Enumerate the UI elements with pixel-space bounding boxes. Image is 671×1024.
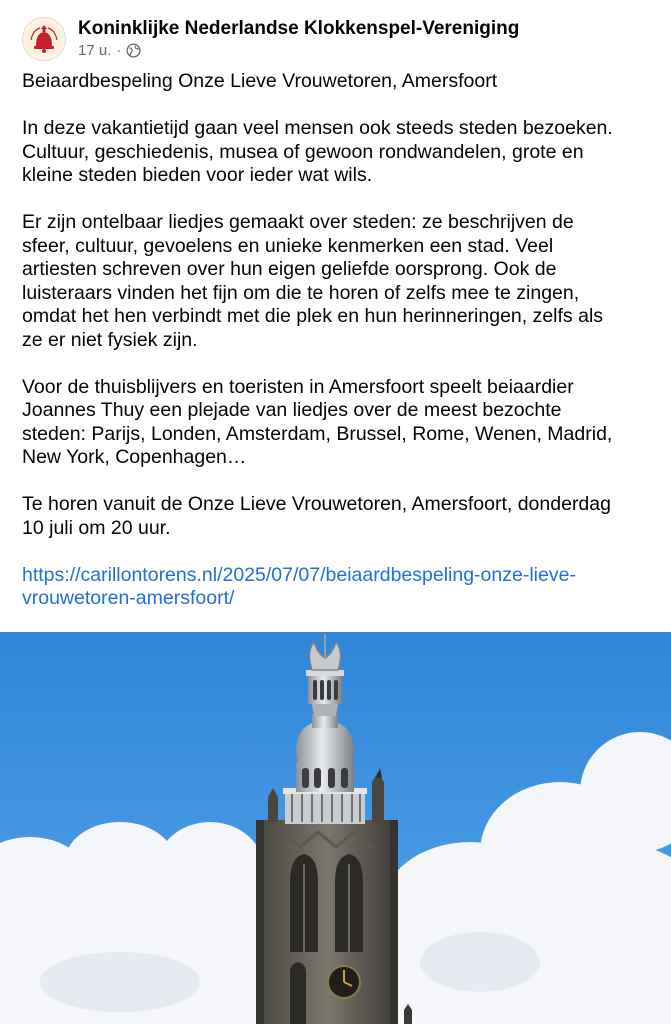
post-timestamp[interactable]: 17 u. [78, 42, 112, 59]
post-paragraph: In deze vakantietijd gaan veel mensen ook steeds steden bezoeken. Cultuur, geschiedenis, musea of gewoon rondwandelen, grote en kleine steden bieden voor ieder wat wils. [22, 117, 613, 186]
carillon-bell-logo-icon [23, 18, 65, 60]
post-link[interactable]: https://carillontorens.nl/2025/07/07/beiaardbespeling-onze-lieve- vrouwetoren-amersfoort/ [22, 563, 576, 609]
post-text [22, 70, 662, 634]
post-paragraph: Te horen vanuit de Onze Lieve Vrouwetoren, Amersfoort, donderdag 10 juli om 20 uur. [22, 493, 611, 539]
globe-icon[interactable] [126, 43, 141, 58]
post-paragraph: Er zijn ontelbaar liedjes gemaakt over steden: ze beschrijven de sfeer, cultuur, gevoelens en unieke kenmerken een stad. Veel artiesten schreven over hun eigen geliefde oorsprong. Ook de luisteraars vinden het fijn om die te horen of zelfs mee te zingen, omdat het hen verbindt met die plek en hun herinneringen, zelfs als ze er niet fysiek zijn. [22, 211, 604, 351]
post-header [0, 0, 671, 66]
post-meta [78, 42, 141, 59]
post-paragraph: Voor de thuisblijvers en toeristen in Amersfoort speelt beiaardier Joannes Thuy een plejade van liedjes over de meest bezochte steden: Parijs, Londen, Amsterdam, Brussel, Rome, Wenen, Madrid, New York, Copenhagen… [22, 375, 613, 468]
page-avatar[interactable] [22, 17, 66, 61]
post-photo[interactable] [0, 632, 671, 1024]
church-tower-photo-icon [0, 632, 671, 1024]
page-name-link[interactable]: Koninklijke Nederlandse Klokkenspel-Vereniging [78, 18, 520, 39]
meta-separator: · [116, 42, 122, 59]
post-headline: Beiaardbespeling Onze Lieve Vrouwetoren, Amersfoort [22, 70, 498, 92]
